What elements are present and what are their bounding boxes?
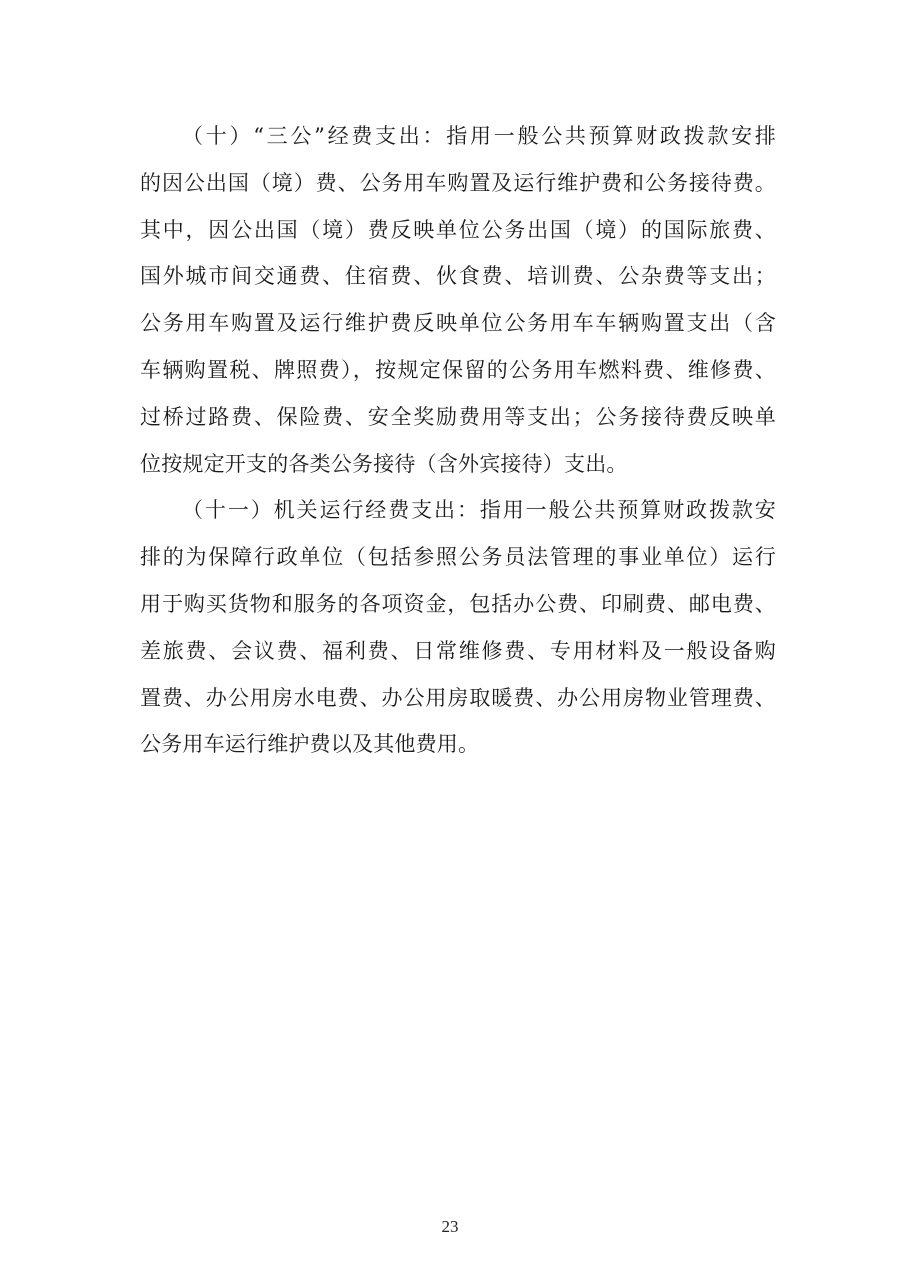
text-line: 公务用车购置及运行维护费反映单位公务用车车辆购置支出（含 bbox=[140, 311, 776, 336]
text-line: 车辆购置税、牌照费），按规定保留的公务用车燃料费、维修费、 bbox=[140, 357, 776, 382]
text-line: 差旅费、会议费、福利费、日常维修费、专用材料及一般设备购 bbox=[140, 638, 776, 663]
paragraph-three-public-expenses bbox=[140, 113, 776, 487]
text-line: 的因公出国（境）费、公务用车购置及运行维护费和公务接待费。 bbox=[140, 170, 776, 195]
page-number: 23 bbox=[441, 1217, 459, 1236]
text-line: 置费、办公用房水电费、办公用房取暖费、办公用房物业管理费、 bbox=[140, 685, 776, 710]
text-line: 过桥过路费、保险费、安全奖励费用等支出；公务接待费反映单 bbox=[140, 404, 776, 429]
text-line: （十）“三公”经费支出：指用一般公共预算财政拨款安排 bbox=[182, 124, 776, 148]
text-line: （十一）机关运行经费支出：指用一般公共预算财政拨款安 bbox=[182, 498, 776, 523]
text-line: 位按规定开支的各类公务接待（含外宾接待）支出。 bbox=[140, 451, 628, 476]
document-body bbox=[140, 113, 776, 768]
text-line: 排的为保障行政单位（包括参照公务员法管理的事业单位）运行 bbox=[140, 545, 776, 570]
text-line: 用于购买货物和服务的各项资金，包括办公费、印刷费、邮电费、 bbox=[140, 591, 776, 616]
text-line: 其中，因公出国（境）费反映单位公务出国（境）的国际旅费、 bbox=[140, 217, 776, 242]
text-line: 公务用车运行维护费以及其他费用。 bbox=[140, 732, 480, 757]
text-line: 国外城市间交通费、住宿费、伙食费、培训费、公杂费等支出； bbox=[140, 264, 776, 289]
paragraph-agency-operating-expenses bbox=[140, 487, 776, 768]
